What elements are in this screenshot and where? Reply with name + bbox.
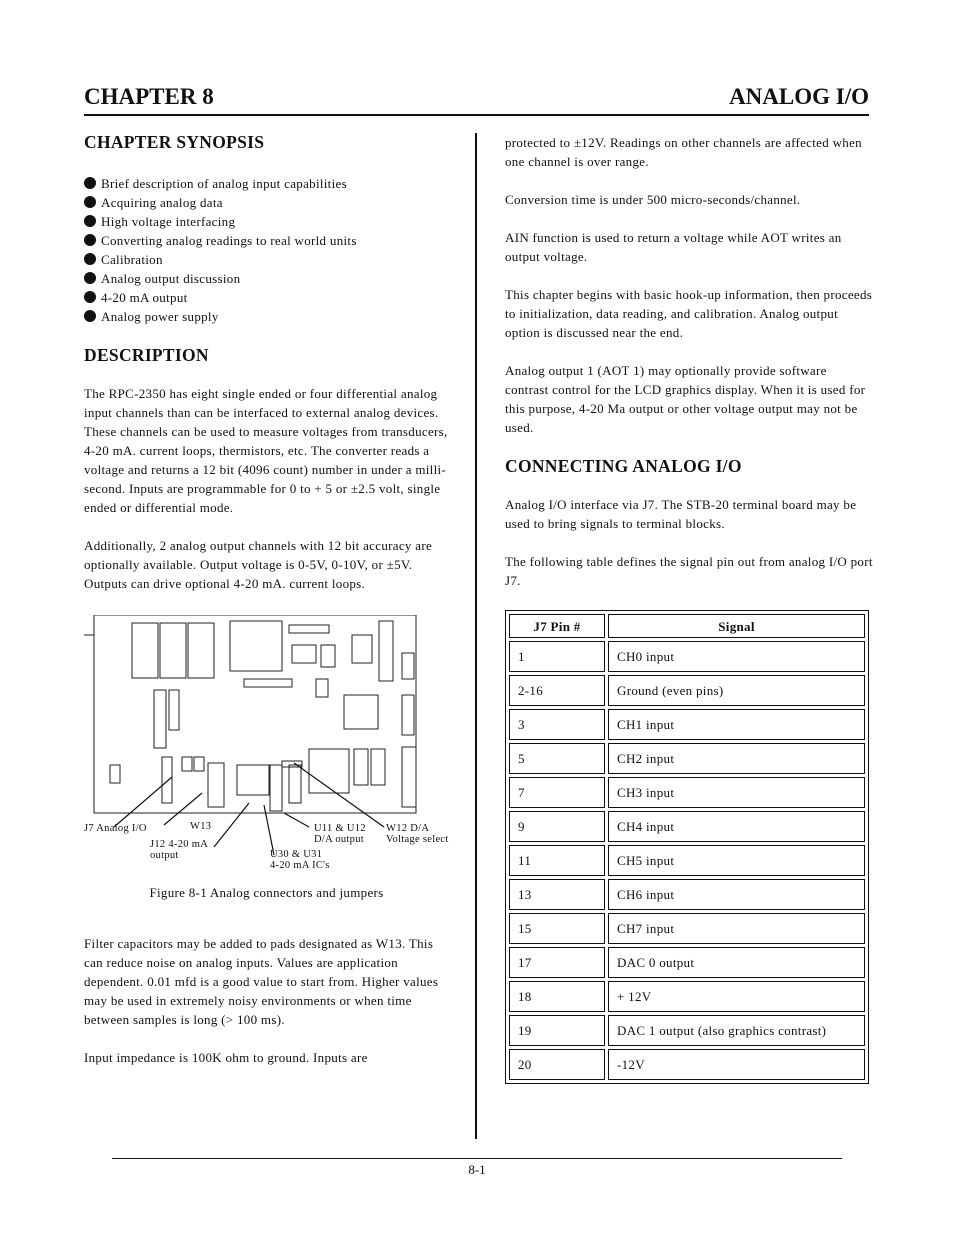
- right-paragraph-6: Analog I/O interface via J7. The STB-20 terminal board may be used to bring signals to terminal blocks.: [505, 497, 857, 531]
- table-row: [509, 913, 865, 944]
- synopsis-list: [84, 174, 449, 326]
- figure-caption: Figure 8-1 Analog connectors and jumpers: [149, 885, 384, 900]
- chapter-title: ANALOG I/O: [729, 84, 869, 109]
- label-u11: U11 & U12: [314, 823, 366, 834]
- pin-cell: 13: [509, 879, 605, 910]
- signal-cell: CH4 input: [608, 811, 865, 842]
- right-paragraph-7: The following table defines the signal pin out from analog I/O port J7.: [505, 554, 873, 588]
- table-row: [509, 845, 865, 876]
- description-heading: DESCRIPTION: [84, 345, 209, 365]
- signal-cell: + 12V: [608, 981, 865, 1012]
- table-row: [509, 743, 865, 774]
- table-row: [509, 709, 865, 740]
- pin-cell: 19: [509, 1015, 605, 1046]
- figure-analog-connectors: [84, 615, 449, 877]
- synopsis-item: [84, 193, 449, 212]
- header-signal: Signal: [608, 614, 865, 638]
- table-row: [509, 879, 865, 910]
- page-number: 8-1: [468, 1162, 486, 1177]
- label-w12: W12 D/A: [386, 823, 430, 834]
- pin-cell: 15: [509, 913, 605, 944]
- bullet-dot-icon: [84, 291, 96, 303]
- synopsis-item-text: Acquiring analog data: [101, 195, 223, 210]
- description-paragraph-2: Additionally, 2 analog output channels with 12 bit accuracy are optionally available. Output voltage is 0-5V, 0-10V, or ±5V. Outputs can drive optional 4-20 mA. current loops.: [84, 538, 433, 591]
- bullet-dot-icon: [84, 310, 96, 322]
- table-header-row: [509, 614, 865, 638]
- bullet-dot-icon: [84, 272, 96, 284]
- header-pin: J7 Pin #: [509, 614, 605, 638]
- synopsis-item: [84, 250, 449, 269]
- pin-cell: 9: [509, 811, 605, 842]
- synopsis-item: [84, 288, 449, 307]
- left-column: [84, 133, 449, 1067]
- pin-cell: 1: [509, 641, 605, 672]
- label-u30: U30 & U31: [270, 849, 323, 860]
- table-row: [509, 777, 865, 808]
- signal-cell: CH6 input: [608, 879, 865, 910]
- signal-cell: CH5 input: [608, 845, 865, 876]
- signal-cell: DAC 0 output: [608, 947, 865, 978]
- signal-cell: CH0 input: [608, 641, 865, 672]
- table-row: [509, 1015, 865, 1046]
- label-u30-sub: 4-20 mA IC's: [270, 860, 330, 871]
- synopsis-item-text: Brief description of analog input capabilities: [101, 176, 347, 191]
- label-j12-sub: output: [150, 850, 179, 861]
- page-header: [84, 84, 869, 116]
- right-column: [505, 133, 873, 1084]
- table-row: [509, 1049, 865, 1080]
- label-j7: J7 Analog I/O: [84, 823, 147, 834]
- signal-cell: DAC 1 output (also graphics contrast): [608, 1015, 865, 1046]
- pin-cell: 17: [509, 947, 605, 978]
- signal-cell: Ground (even pins): [608, 675, 865, 706]
- synopsis-item: [84, 269, 449, 288]
- pin-cell: 5: [509, 743, 605, 774]
- synopsis-item-text: Converting analog readings to real world units: [101, 233, 357, 248]
- signal-cell: CH2 input: [608, 743, 865, 774]
- right-paragraph-5: Analog output 1 (AOT 1) may optionally provide software contrast control for the LCD graphics display. When it is used for this purpose, 4-20 Ma output or other voltage output may not be used.: [505, 363, 866, 435]
- description-paragraph-3: Filter capacitors may be added to pads designated as W13. This can reduce noise on analog inputs. Values are application dependent. 0.01 mfd is a good value to start from. Higher values may be used in extremely noisy environments or when time between samples is long (> 100 ms).: [84, 936, 439, 1027]
- description-paragraph-1: The RPC-2350 has eight single ended or four differential analog input channels than can be interfaced to external analog devices. These channels can be used to measure voltages from transducers, 4-20 mA. current loops, thermistors, etc. The converter reads a voltage and returns a 12 bit (4096 count) number in under a milli-second. Inputs are programmable for 0 to + 5 or ±2.5 volt, single ended or differential mode.: [84, 386, 448, 515]
- synopsis-item-text: 4-20 mA output: [101, 290, 188, 305]
- synopsis-item-text: Calibration: [101, 252, 163, 267]
- pin-cell: 18: [509, 981, 605, 1012]
- table-row: [509, 811, 865, 842]
- footer-rule: [112, 1158, 842, 1159]
- bullet-dot-icon: [84, 215, 96, 227]
- pin-cell: 11: [509, 845, 605, 876]
- signal-cell: CH3 input: [608, 777, 865, 808]
- description-paragraph-4: Input impedance is 100K ohm to ground. Inputs are: [84, 1050, 368, 1065]
- label-w12-sub: Voltage select: [386, 834, 449, 845]
- pin-cell: 2-16: [509, 675, 605, 706]
- bullet-dot-icon: [84, 234, 96, 246]
- column-divider: [475, 133, 477, 1139]
- synopsis-item: [84, 174, 449, 193]
- bullet-dot-icon: [84, 253, 96, 265]
- signal-cell: -12V: [608, 1049, 865, 1080]
- table-row: [509, 981, 865, 1012]
- table-row: [509, 675, 865, 706]
- pin-cell: 20: [509, 1049, 605, 1080]
- right-paragraph-4: This chapter begins with basic hook-up information, then proceeds to initialization, data reading, and calibration. Analog output option is discussed near the end.: [505, 287, 873, 340]
- synopsis-item-text: High voltage interfacing: [101, 214, 236, 229]
- synopsis-item: [84, 231, 449, 250]
- right-paragraph-1: protected to ±12V. Readings on other channels are affected when one channel is over range.: [505, 135, 862, 169]
- table-row: [509, 641, 865, 672]
- label-w13: W13: [190, 821, 212, 832]
- signal-cell: CH7 input: [608, 913, 865, 944]
- synopsis-item-text: Analog power supply: [101, 309, 219, 324]
- signal-cell: CH1 input: [608, 709, 865, 740]
- label-j12: J12 4-20 mA: [150, 839, 209, 850]
- table-row: [509, 947, 865, 978]
- right-paragraph-3: AIN function is used to return a voltage while AOT writes an output voltage.: [505, 230, 842, 264]
- synopsis-item: [84, 307, 449, 326]
- chapter-number: CHAPTER 8: [84, 84, 214, 109]
- right-paragraph-2: Conversion time is under 500 micro-seconds/channel.: [505, 192, 801, 207]
- pin-cell: 3: [509, 709, 605, 740]
- j7-pinout-table: [505, 610, 869, 1084]
- connecting-heading: CONNECTING ANALOG I/O: [505, 456, 742, 476]
- bullet-dot-icon: [84, 196, 96, 208]
- label-u11-sub: D/A output: [314, 834, 364, 845]
- synopsis-heading: CHAPTER SYNOPSIS: [84, 132, 265, 152]
- bullet-dot-icon: [84, 177, 96, 189]
- pin-cell: 7: [509, 777, 605, 808]
- synopsis-item-text: Analog output discussion: [101, 271, 241, 286]
- synopsis-item: [84, 212, 449, 231]
